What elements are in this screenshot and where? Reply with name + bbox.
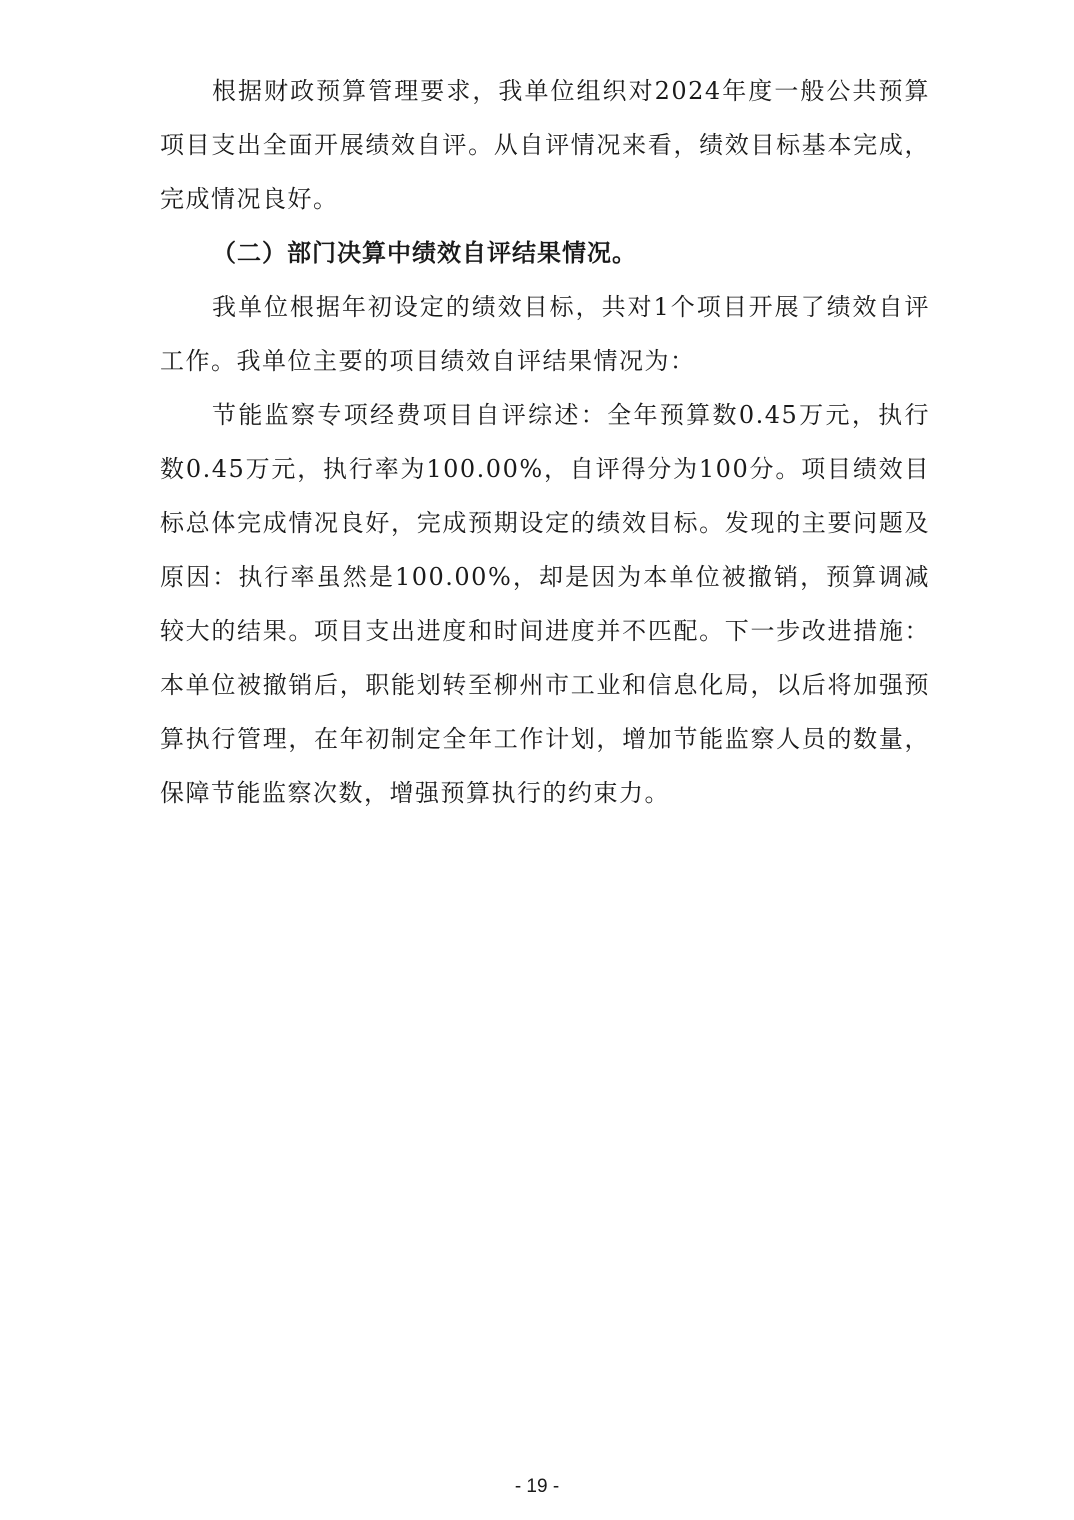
- page-number: - 19 -: [514, 1476, 560, 1497]
- section-heading-evaluation-results: （二）部门决算中绩效自评结果情况。: [212, 239, 637, 267]
- paragraph-project-summary: 节能监察专项经费项目自评综述：全年预算数0.45万元，执行数0.45万元，执行率为100.00%，自评得分为100分。项目绩效目标总体完成情况良好，完成预期设定的绩效目标。发现的主要问题及原因：执行率虽然是100.00%，却是因为本单位被撤销，预算调减较大的结果。项目支出进度和时间进度并不匹配。下一步改进措施：本单位被撤销后，职能划转至柳州市工业和信息化局，以后将加强预算执行管理，在年初制定全年工作计划，增加节能监察人员的数量，保障节能监察次数，增强预算执行的约束力。: [160, 401, 930, 807]
- document-body: [160, 64, 930, 820]
- paragraph-self-evaluation-overview: 根据财政预算管理要求，我单位组织对2024年度一般公共预算项目支出全面开展绩效自评。从自评情况来看，绩效目标基本完成，完成情况良好。: [160, 77, 930, 213]
- paragraph-project-count: 我单位根据年初设定的绩效目标，共对1个项目开展了绩效自评工作。我单位主要的项目绩效自评结果情况为：: [160, 293, 930, 375]
